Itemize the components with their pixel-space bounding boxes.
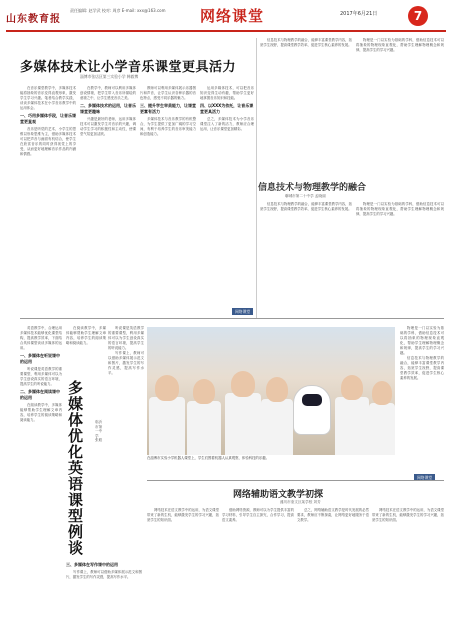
- article1-col2: [80, 86, 136, 306]
- robot-face: [302, 394, 322, 406]
- article1-subhead: 一、巧用多媒体手段，让音乐课堂更直观: [20, 113, 76, 124]
- classroom-robot-photo: [147, 327, 395, 455]
- section-divider: [147, 480, 444, 481]
- article2-col4: [356, 202, 444, 314]
- section-divider: [20, 318, 444, 319]
- student-figure: [149, 397, 185, 455]
- meta-line-1: 责任编辑: 赵学武 校对: 周彦 E-mail: xxx@163.com: [70, 8, 166, 13]
- article3-col1: [20, 326, 62, 626]
- article4-paragraph: 网络技术在语文教学中的运用，为语文课堂带来了新的生机，能够激发学生的学习兴趣，拓宽学生的知识面。: [147, 508, 219, 522]
- article2-paragraph: 信息技术与物理教学的融合，能够丰富课堂教学内容，拓宽学生视野，提高课堂教学效率，促进学生核心素养的发展。: [260, 38, 352, 47]
- article1-paragraph: 多媒体技术与音乐教学的有机整合，为学生提供了更加广阔的学习空间，有利于培养学生的音乐审美能力和创造能力。: [140, 117, 196, 136]
- article3-paragraph: 在阅读教学中，多媒体能够帮助学生理解文章内容，培养学生的阅读策略和阅读能力。: [20, 403, 62, 422]
- student-figure: [225, 393, 261, 455]
- article3-paragraph: 写作课上，教师可以借助多媒体展示范文和图片，激发学生的写作灵感，提高写作水平。: [66, 570, 142, 579]
- article2-paragraph: 物理是一门以实验为基础的学科，借助信息技术可以将抽象的物理现象直观化，帮助学生理解物理概念和规律，提高学生的学习兴趣。: [400, 326, 444, 355]
- article2-col2: [356, 38, 444, 174]
- article2-paragraph: 物理是一门以实验为基础的学科，借助信息技术可以将抽象的物理现象直观化，帮助学生理解物理概念和规律，提高学生的学习兴趣。: [356, 38, 444, 52]
- article3-title: 多媒体优化英语课型例谈: [68, 379, 84, 557]
- article1-paragraph: 兴趣是最好的老师，运用多媒体技术可以激发学生对音乐的兴趣，调动学生学习的积极性和主动性，使课堂气氛更加活跃。: [80, 117, 136, 136]
- article1-title: 多媒体技术让小学音乐课堂更具活力: [20, 60, 237, 75]
- article1-col4: [200, 86, 254, 306]
- article1-paragraph: 在教学中，教师可以利用多媒体创设情境，把学生带入音乐所描绘的意境之中，让学生感受音乐之美。: [80, 86, 136, 100]
- article1-paragraph: 音乐是听觉的艺术，小学生的思维以形象思维为主，借助多媒体技术可以把声音与画面有机结合，使学生在欣赏音乐的同时获得视觉上的享受，从而更好地理解音乐作品的内涵和情感。: [20, 127, 76, 156]
- article4-paragraph: 网络技术在语文教学中的运用，为语文课堂带来了新的生机，能够激发学生的学习兴趣，拓宽学生的知识面。: [372, 508, 444, 522]
- article1-byline: 淄博市张店区第三实验小学 韩毅博: [80, 74, 139, 79]
- issue-date: 2017年6月21日: [340, 11, 378, 17]
- article3-col2-top: [66, 326, 106, 374]
- article1-paragraph: 运用多媒体技术，可以把音乐知识变得生动有趣，帮助学生更好地掌握音乐知识和技能。: [200, 86, 254, 100]
- article1-col1: [20, 86, 76, 306]
- article1-subhead: 四、以XXX为依托，让音乐课堂更具活力: [200, 103, 254, 114]
- article2-continued: [400, 326, 444, 472]
- student-figure: [369, 403, 395, 455]
- section-tag: 网络课堂: [414, 474, 435, 481]
- student-figure: [266, 377, 288, 402]
- article3-col3: [108, 326, 144, 558]
- article2-col1: [260, 38, 352, 174]
- article1-subhead: 二、多媒体技术的运用，让音乐课堂更趣味: [80, 103, 136, 114]
- article3-paragraph: 在阅读教学中，多媒体能够帮助学生理解文章内容，培养学生的阅读策略和阅读能力。: [66, 326, 106, 345]
- article3-paragraph: 听说课是英语教学的重要课型，利用多媒体可以为学生创设真实的语言环境，提高学生的听说能力。: [20, 367, 62, 386]
- student-figure: [155, 375, 179, 401]
- student-figure: [193, 379, 215, 404]
- column-divider: [256, 38, 257, 318]
- section-title: 网络课堂: [200, 7, 265, 25]
- page-number-badge: 7: [408, 6, 428, 26]
- article2-paragraph: 信息技术与物理教学的融合，能够丰富课堂教学内容，拓宽学生视野，提高课堂教学效率，促进学生核心素养的发展。: [400, 356, 444, 380]
- article2-paragraph: 信息技术与物理教学的融合，能够丰富课堂教学内容，拓宽学生视野，提高课堂教学效率，促进学生核心素养的发展。: [260, 202, 352, 211]
- article4-col3: [297, 508, 369, 628]
- student-figure: [341, 375, 363, 400]
- student-figure: [261, 399, 293, 455]
- article4-col4: [372, 508, 444, 628]
- section-tag: 网络课堂: [232, 308, 253, 315]
- article3-paragraph: 听说课是英语教学的重要课型，利用多媒体可以为学生创设真实的语言环境，提高学生的听说能力。: [108, 326, 144, 350]
- article3-subhead: 一、多媒体在听说课中的运用: [20, 353, 60, 364]
- article1-paragraph: 在音乐课堂教学中，多媒体技术能将抽象的音乐变得直观形象，激发学生学习兴趣。笔者结合教学实践，谈谈多媒体技术在小学音乐教学中的运用体会。: [20, 86, 76, 110]
- student-figure: [187, 401, 221, 455]
- article4-byline: 潍坊市奎文区某学校 刘芳: [280, 500, 321, 504]
- article4-paragraph: 借助网络资源，教师可以为学生提供丰富的学习材料，引导学生自主探究，合作学习，提高语文素养。: [222, 508, 294, 522]
- article2-byline: 聊城市第二十中学 孟晓丽: [285, 194, 326, 198]
- student-figure: [231, 371, 255, 397]
- article3-subhead: 二、多媒体在阅读课中的运用: [20, 389, 60, 400]
- article4-paragraph: 总之，网络辅助语文教学是时代发展的必然要求，教师应不断探索，让网络更好地服务于语文教学。: [297, 508, 369, 522]
- page-header: [0, 0, 450, 38]
- article3-col2-bottom: [66, 560, 142, 628]
- article3-byline: 临沂市第一中学 张聪: [95, 420, 103, 442]
- student-figure: [372, 381, 392, 405]
- article3-subhead: 三、多媒体在写作课中的运用: [66, 562, 118, 567]
- article1-paragraph: 总之，多媒体技术为小学音乐课堂注入了新的活力，教师应合理运用，让音乐课堂更加精彩。: [200, 117, 254, 131]
- article2-title: 信息技术与物理教学的融合: [258, 183, 367, 193]
- article4-col1: [147, 508, 219, 628]
- article1-paragraph: 教师可以利用多媒体展示乐器图片和声音，让学生认识各种乐器的音色特点，感受不同乐器的魅力。: [140, 86, 196, 100]
- student-figure: [335, 397, 369, 455]
- photo-caption: 在淄博市实验小学机器人课堂上，学生们围着机器人认真观察，体验科技的乐趣。: [147, 456, 270, 460]
- robot-figure: [293, 385, 331, 435]
- article2-paragraph: 物理是一门以实验为基础的学科，借助信息技术可以将抽象的物理现象直观化，帮助学生理解物理概念和规律，提高学生的学习兴趣。: [356, 202, 444, 216]
- article3-paragraph: 写作课上，教师可以借助多媒体展示范文和图片，激发学生的写作灵感，提高写作水平。: [108, 351, 144, 375]
- header-rule: [6, 30, 446, 32]
- article3-paragraph: 英语教学中，合理运用多媒体技术能够优化课堂结构，提高教学效率，下面结合具体课型谈谈多媒体的运用。: [20, 326, 62, 350]
- article1-col3: [140, 86, 196, 306]
- article4-col2: [222, 508, 294, 628]
- article1-subhead: 三、提升学生审美能力，让课堂更富有活力: [140, 103, 196, 114]
- editor-meta: [70, 8, 166, 14]
- article4-title: 网络辅助语文教学初探: [233, 490, 324, 500]
- newspaper-logo: 山东教育报: [6, 14, 61, 25]
- article2-col3: [260, 202, 352, 314]
